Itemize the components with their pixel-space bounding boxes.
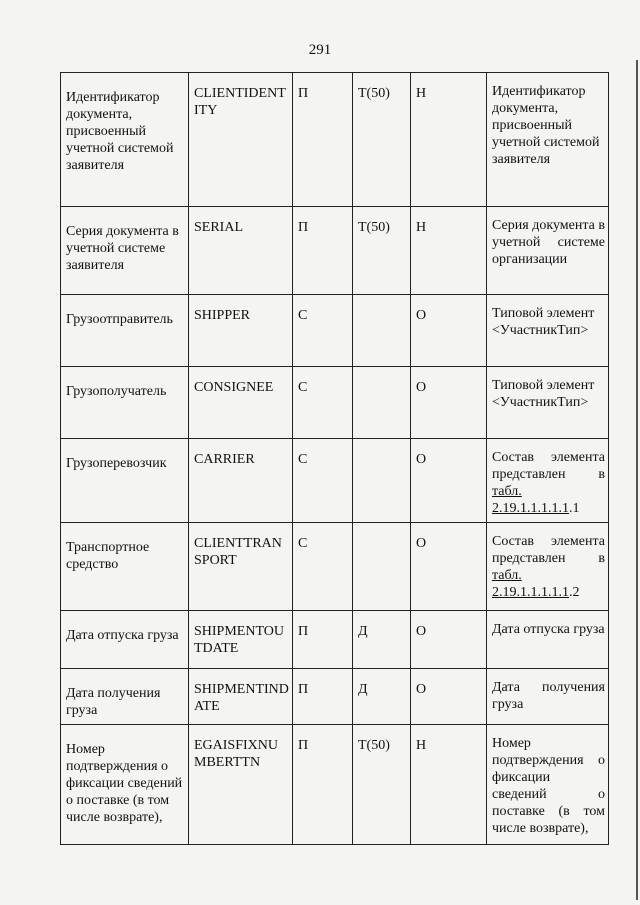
requirement-cell: П: [293, 611, 353, 669]
field-name-cell: Дата отпуска груза: [61, 611, 189, 669]
requirement-cell: С: [293, 295, 353, 367]
table-row: [61, 367, 609, 439]
multiplicity-cell: О: [411, 295, 487, 367]
field-name-cell: Дата получения груза: [61, 669, 189, 725]
field-code-cell: CARRIER: [189, 439, 293, 523]
description-suffix: .1: [569, 501, 580, 516]
field-code-cell: SHIPMENTINDATE: [189, 669, 293, 725]
field-code-cell: CONSIGNEE: [189, 367, 293, 439]
field-code-cell: SHIPPER: [189, 295, 293, 367]
type-cell: Т(50): [353, 725, 411, 845]
multiplicity-cell: Н: [411, 207, 487, 295]
description-text: Состав элемента представлен в: [492, 534, 605, 566]
field-code-cell: EGAISFIXNUMBERTTN: [189, 725, 293, 845]
requirement-cell: С: [293, 523, 353, 611]
requirement-cell: П: [293, 207, 353, 295]
field-name-cell: Номер подтверждения о фиксации сведений о поставке (в том числе возврате),: [61, 725, 189, 845]
requirement-cell: П: [293, 73, 353, 207]
table-reference-link[interactable]: табл. 2.19.1.1.1.1.1: [492, 484, 569, 516]
field-code-cell: CLIENTTRANSPORT: [189, 523, 293, 611]
description-text: Состав элемента представлен в: [492, 450, 605, 482]
field-name-cell: Грузоперевозчик: [61, 439, 189, 523]
multiplicity-cell: О: [411, 367, 487, 439]
type-cell: Д: [353, 611, 411, 669]
description-cell: Дата отпуска груза: [487, 611, 609, 669]
page-number: 291: [308, 42, 332, 58]
type-cell: [353, 523, 411, 611]
table-row: [61, 611, 609, 669]
field-name-cell: Идентификатор документа, присвоенный учетной системой заявителя: [61, 73, 189, 207]
description-cell: Номер подтверждения о фиксации сведений о поставке (в том числе возврате),: [487, 725, 609, 845]
field-name-cell: Серия документа в учетной системе заявителя: [61, 207, 189, 295]
description-cell: Серия документа в учетной системе организации: [487, 207, 609, 295]
field-name-cell: Грузополучатель: [61, 367, 189, 439]
table-row: [61, 207, 609, 295]
type-cell: Т(50): [353, 207, 411, 295]
type-cell: [353, 367, 411, 439]
description-cell: [487, 439, 609, 523]
description-cell: Идентификатор документа, присвоенный учетной системой заявителя: [487, 73, 609, 207]
description-suffix: .2: [569, 585, 580, 600]
requirement-cell: П: [293, 725, 353, 845]
type-cell: [353, 439, 411, 523]
field-code-cell: SERIAL: [189, 207, 293, 295]
multiplicity-cell: О: [411, 611, 487, 669]
table-row: [61, 523, 609, 611]
scan-page-edge: [633, 60, 638, 900]
table-reference-link[interactable]: табл. 2.19.1.1.1.1.1: [492, 568, 569, 600]
description-cell: Дата получения груза: [487, 669, 609, 725]
multiplicity-cell: О: [411, 523, 487, 611]
description-cell: [487, 523, 609, 611]
table-row: [61, 295, 609, 367]
multiplicity-cell: Н: [411, 725, 487, 845]
description-cell: Типовой элемент <УчастникТип>: [487, 367, 609, 439]
type-cell: Д: [353, 669, 411, 725]
field-code-cell: SHIPMENTOUTDATE: [189, 611, 293, 669]
table-row: [61, 439, 609, 523]
table-row: [61, 725, 609, 845]
table-row: [61, 669, 609, 725]
multiplicity-cell: О: [411, 669, 487, 725]
multiplicity-cell: О: [411, 439, 487, 523]
table-row: [61, 73, 609, 207]
type-cell: Т(50): [353, 73, 411, 207]
requirement-cell: П: [293, 669, 353, 725]
requirement-cell: С: [293, 367, 353, 439]
field-spec-table: [60, 72, 609, 845]
description-cell: Типовой элемент <УчастникТип>: [487, 295, 609, 367]
requirement-cell: С: [293, 439, 353, 523]
field-name-cell: Грузоотправитель: [61, 295, 189, 367]
field-code-cell: CLIENTIDENTITY: [189, 73, 293, 207]
field-name-cell: Транспортное средство: [61, 523, 189, 611]
multiplicity-cell: Н: [411, 73, 487, 207]
type-cell: [353, 295, 411, 367]
